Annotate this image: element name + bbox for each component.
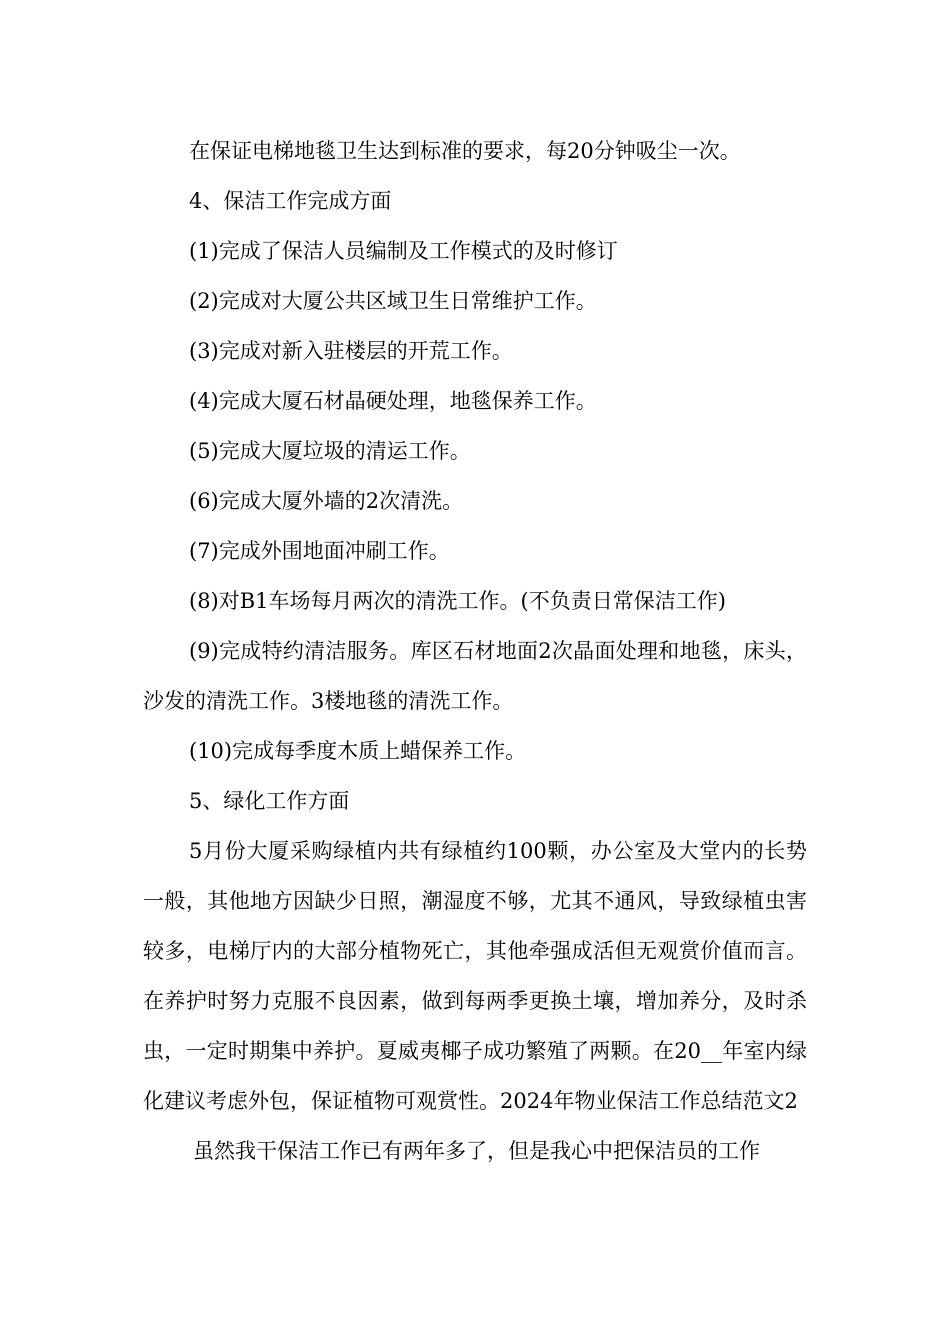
list-item-10: (10)完成每季度木质上蜡保养工作。 (189, 739, 527, 763)
list-item-8: (8)对B1车场每月两次的清洗工作。(不负责日常保洁工作) (189, 589, 726, 613)
heading-cleaning-completion: 4、保洁工作完成方面 (189, 189, 392, 213)
paragraph-greening-details: 5月份大厦采购绿植内共有绿植约100颗，办公室及大堂内的长势一般，其他地方因缺少日照，潮湿度不够，尤其不通风，导致绿植虫害较多，电梯厅内的大部分植物死亡，其他牵强成活但无观赏价值而言。在养护时努力克服不良因素，做到每两季更换土壤，增加养分，及时杀虫，一定时期集中养护。夏威夷椰子成功繁殖了两颗。在20__年室内绿化建议考虑外包，保证植物可观赏性。2024年物业保洁工作总结范文2 (143, 839, 807, 1113)
list-item-1: (1)完成了保洁人员编制及工作模式的及时修订 (189, 239, 618, 263)
document-body (143, 126, 807, 1176)
list-item-2: (2)完成对大厦公共区域卫生日常维护工作。 (189, 289, 597, 313)
list-item-9: (9)完成特约清洁服务。库区石材地面2次晶面处理和地毯，床头，沙发的清洗工作。3楼地毯的清洗工作。 (143, 639, 807, 713)
paragraph-summary-2-start: 虽然我干保洁工作已有两年多了，但是我心中把保洁员的工作 (193, 1139, 760, 1163)
list-item-3: (3)完成对新入驻楼层的开荒工作。 (189, 339, 513, 363)
list-item-7: (7)完成外围地面冲刷工作。 (189, 539, 450, 563)
list-item-4: (4)完成大厦石材晶硬处理，地毯保养工作。 (189, 389, 597, 413)
list-item-6: (6)完成大厦外墙的2次清洗。 (189, 489, 464, 513)
paragraph-carpet-vacuum: 在保证电梯地毯卫生达到标准的要求，每20分钟吸尘一次。 (189, 139, 741, 163)
list-item-5: (5)完成大厦垃圾的清运工作。 (189, 439, 471, 463)
heading-greening-work: 5、绿化工作方面 (189, 789, 350, 813)
